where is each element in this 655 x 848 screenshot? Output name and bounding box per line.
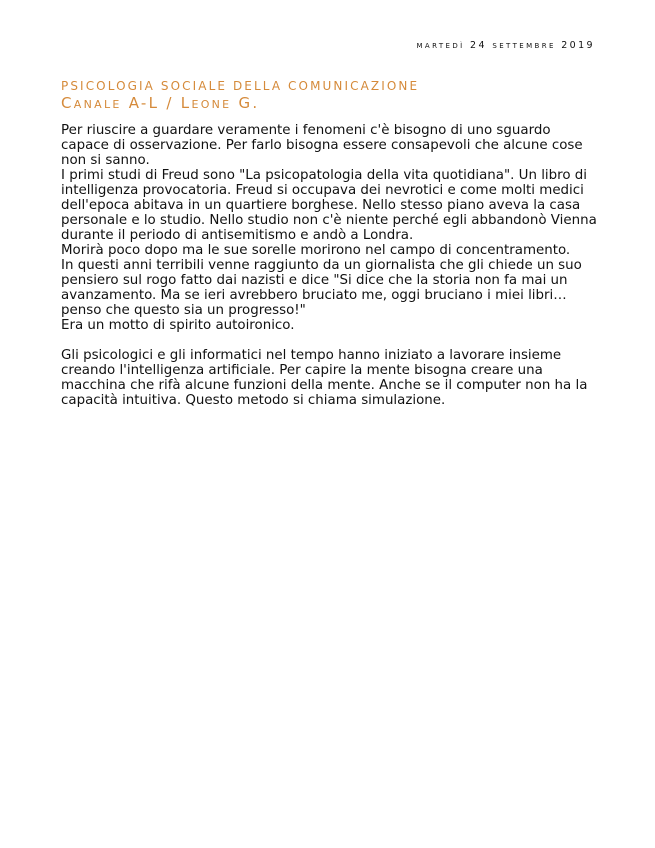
paragraph: I primi studi di Freud sono "La psicopatologia della vita quotidiana". Un libro di intelligenza provocatoria. Freud si occupava dei nevrotici e come molti medici dell'epoca abitava in un quartiere borghese. Nello stesso piano aveva la casa personale e lo studio. Nello studio non c'è niente perché egli abbandonò Vienna durante il periodo di antisemitismo e andò a Londra. [61,168,597,243]
notes-body [61,123,601,408]
paragraph: In questi anni terribili venne raggiunto da un giornalista che gli chiede un suo pensiero sul rogo fatto dai nazisti e dice "Si dice che la storia non fa mai un avanzamento. Ma se ieri avrebbero bruciato me, oggi bruciano i miei libri… penso che questo sia un progresso!" [61,258,582,318]
date-header: martedì 24 settembre 2019 [416,40,595,51]
paragraph: Morirà poco dopo ma le sue sorelle morirono nel campo di concentramento. [61,243,571,258]
paragraph: Gli psicologici e gli informatici nel tempo hanno iniziato a lavorare insieme creando l'intelligenza artificiale. Per capire la mente bisogna creare una macchina che rifà alcune funzioni della mente. Anche se il computer non ha la capacità intuitiva. Questo metodo si chiama simulazione. [61,348,588,408]
paragraph: Era un motto di spirito autoironico. [61,318,295,333]
paragraph: Per riuscire a guardare veramente i fenomeni c'è bisogno di uno sguardo capace di osservazione. Per farlo bisogna essere consapevoli che alcune cose non si sanno. [61,123,583,168]
channel-subtitle: Canale A-L / Leone G. [61,94,260,112]
paragraph-spacer [61,333,601,348]
course-title: PSICOLOGIA SOCIALE DELLA COMUNICAZIONE [61,79,420,93]
